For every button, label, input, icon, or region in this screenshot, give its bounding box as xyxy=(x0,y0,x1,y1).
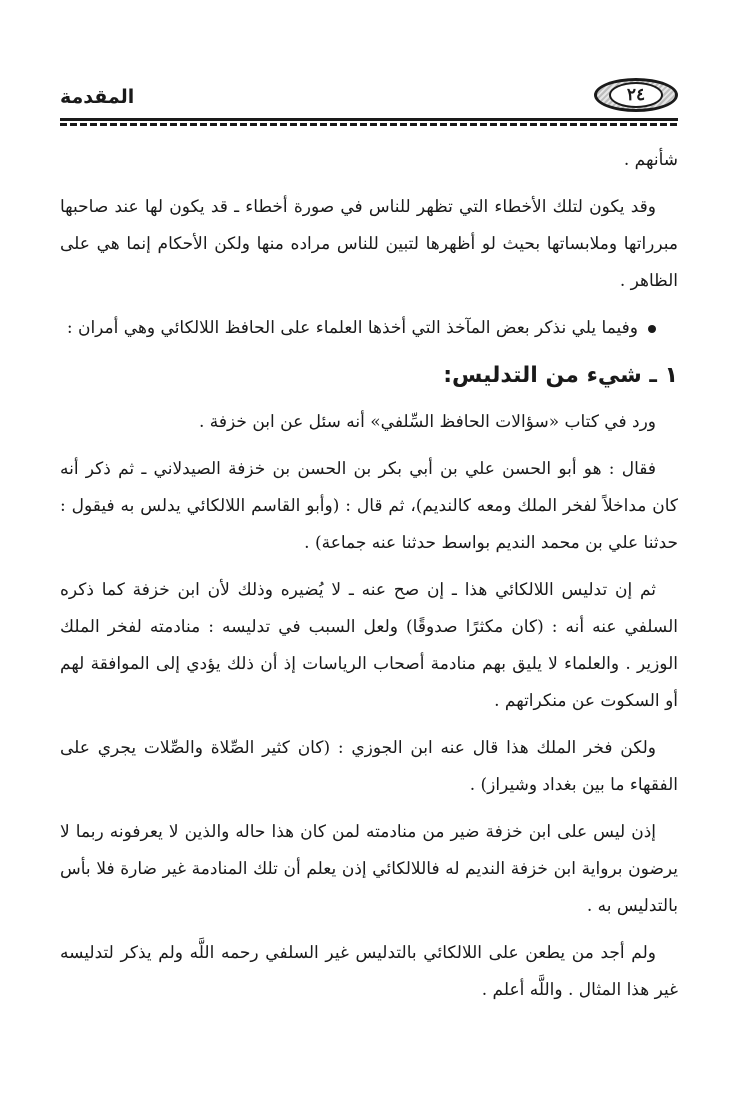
page-number-badge xyxy=(594,78,678,112)
paragraph-2: وقد يكون لتلك الأخطاء التي تظهر للناس في صورة أخطاء ـ قد يكون لها عند صاحبها مبرراتها وملابساتها بحيث لو أظهرها لتبين للناس مراده منها ولكن الأحكام إنما هي على الظاهر . xyxy=(60,197,678,291)
paragraph-1: شأنهم . xyxy=(623,150,678,170)
header-rule xyxy=(60,118,678,126)
page-number: ٢٤ xyxy=(609,82,663,108)
paragraph-5: فقال : هو أبو الحسن علي بن أبي بكر بن الحسن بن خزفة الصيدلاني ـ ثم ذكر أنه كان مداخلاً لفخر الملك ومعه كالنديم)، ثم قال : (وأبو القاسم اللالكائي يدلس به فيقول : حدثنا علي بن محمد النديم بواسط حدثنا عنه جماعة) . xyxy=(60,459,678,553)
bullet-icon xyxy=(648,325,656,333)
paragraph-7: ولكن فخر الملك هذا قال عنه ابن الجوزي : (كان كثير الصِّلاة والصِّلات يجري على الفقهاء ما بين بغداد وشيراز) . xyxy=(60,738,678,795)
page-body xyxy=(60,142,678,1019)
running-title: المقدمة xyxy=(60,86,135,108)
section-heading: ١ ـ شيء من التدليس: xyxy=(443,363,678,388)
header-rule-solid xyxy=(60,118,678,121)
paragraph-6: ثم إن تدليس اللالكائي هذا ـ إن صح عنه ـ لا يُضيره وذلك لأن ابن خزفة كما ذكره السلفي عنه أنه : (كان مكثرًا صدوقًا) ولعل السبب في تدليسه : منادمته لفخر الملك الوزير . والعلماء لا يليق بهم منادمة أصحاب الرياسات إذ أن ذلك يؤدي إلى الموافقة لهم أو السكوت عن منكراتهم . xyxy=(60,580,678,711)
paragraph-8: إذن ليس على ابن خزفة ضير من منادمته لمن كان هذا حاله والذين لا يعرفونه ربما لا يرضون برواية ابن خزفة النديم له فاللالكائي إذن يعلم أن تلك المنادمة غير ضارة فلا بأس بالتدليس به . xyxy=(60,822,678,916)
page-header xyxy=(60,78,678,122)
paragraph-4: ورد في كتاب «سؤالات الحافظ السِّلفي» أنه سئل عن ابن خزفة . xyxy=(199,412,656,432)
bullet-paragraph xyxy=(60,310,678,347)
paragraph-9: ولم أجد من يطعن على اللالكائي بالتدليس غير السلفي رحمه اللَّه ولم يذكر لتدليسه غير هذا المثال . واللَّه أعلم . xyxy=(60,943,678,1000)
bullet-text: وفيما يلي نذكر بعض المآخذ التي أخذها العلماء على الحافظ اللالكائي وهي أمران : xyxy=(66,318,638,338)
header-rule-dashed xyxy=(60,123,678,126)
